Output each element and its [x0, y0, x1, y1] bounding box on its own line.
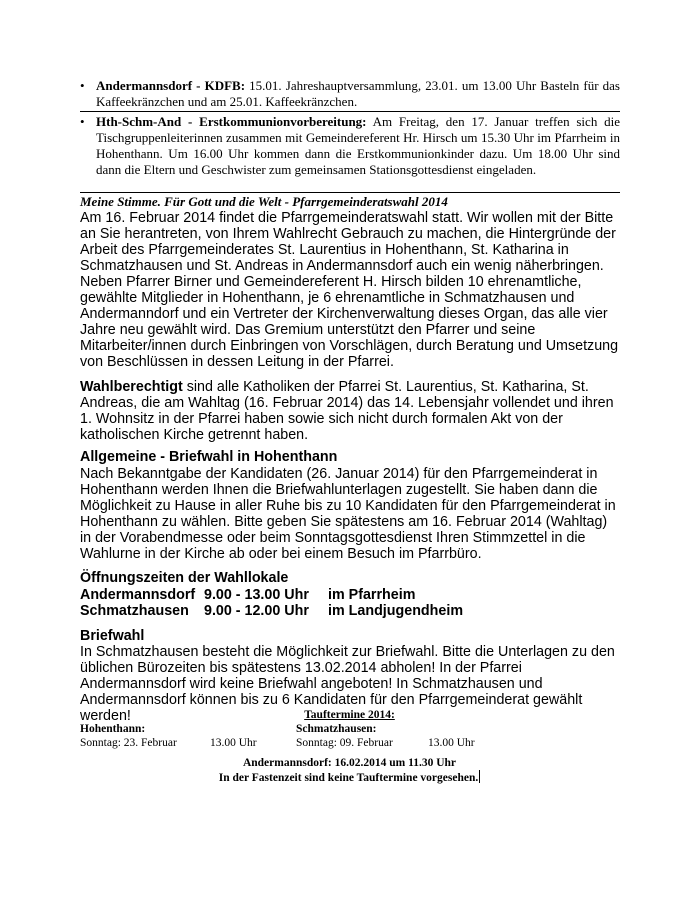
- baptism-place-schmatzhausen: Schmatzhausen:: [296, 723, 377, 735]
- section-title: Meine Stimme. Für Gott und die Welt - Pfarrgemeinderatswahl 2014: [80, 194, 448, 209]
- baptism-place-hohenthann: Hohenthann:: [80, 723, 146, 735]
- baptism-date-schmatzhausen: Sonntag: 09. Februar: [296, 737, 393, 749]
- baptism-lent-note: [0, 770, 699, 785]
- opening-hours-heading: Öffnungszeiten der Wahllokale: [80, 570, 289, 586]
- postal-hohenthann-heading: Allgemeine - Briefwahl in Hohenthann: [80, 449, 338, 465]
- intro-paragraph: Am 16. Februar 2014 findet die Pfarrgemeinderatswahl statt. Wir wollen mit der Bitte an Sie herantreten, von Ihrem Wahlrecht Gebrauch zu machen, die Hintergründe der Arbeit des Pfarrgemeinderates St. Laurentius in Hohenthann, St. Katharina in Schmatzhausen und St. Andreas in Andermannsdorf auch ein wenig näherbringen. Neben Pfarrer Birner und Gemeindereferent H. Hirsch bilden 10 ehrenamtliche, gewählte Mitglieder in Hohenthann, je 6 ehrenamtliche in Schmatzhausen und Andermanndorf und ein Vertreter der Kirchenverwaltung dieses Organ, das alle vier Jahre neu gewählt wird. Das Gremium unterstützt den Pfarrer und seine Mitarbeiter/innen durch Einbringen von Vorschlägen, durch Beratung und Umsetzung von Beschlüssen in dessen Leitung in der Pfarrei.: [80, 210, 619, 370]
- eligibility-paragraph: [80, 379, 620, 443]
- baptism-andermannsdorf: Andermannsdorf: 16.02.2014 um 11.30 Uhr: [242, 757, 457, 769]
- divider: [80, 111, 620, 112]
- bullet-lead: Hth-Schm-And - Erstkommunionvorbereitung:: [96, 114, 367, 129]
- postal-hohenthann-text: Nach Bekanntgabe der Kandidaten (26. Januar 2014) für den Pfarrgemeinderat in Hohenthann werden Ihnen die Briefwahlunterlagen zugestellt. Sie haben dann die Möglichkeit zu Hause in aller Ruhe bis zu 10 Kandidaten für den Pfarrgemeinderat in Hohenthann zu wählen. Bitte geben Sie spätestens am 16. Februar 2014 (Wahltag) in der Vorabendmesse oder beim Sonntagsgottesdienst Ihren Stimmzettel in die Wahlurne in der Kirche ab oder bei einem Besuch im Pfarrbüro.: [80, 466, 616, 562]
- bullet-item-kdfb: [80, 78, 620, 110]
- eligibility-lead: Wahlberechtigt: [80, 379, 183, 395]
- bullet-lead: Andermannsdorf - KDFB:: [96, 78, 246, 93]
- polling-location: im Landjugendheim: [328, 603, 464, 619]
- bullet-text: 15.01. Jahreshauptversammlung, 23.01. um 13.00 Uhr Basteln für das Kaffeekränzchen und am 25.01. Kaffeekränzchen.: [96, 78, 620, 109]
- baptism-date-hohenthann: Sonntag: 23. Februar: [80, 737, 177, 749]
- bullet-icon: •: [80, 114, 85, 129]
- text-cursor: [479, 770, 480, 783]
- baptism-time-hohenthann: 13.00 Uhr: [210, 737, 257, 749]
- postal-text: In Schmatzhausen besteht die Möglichkeit zur Briefwahl. Bitte die Unterlagen zu den üblichen Bürozeiten bis spätestens 13.02.2014 abholen! In der Pfarrei Andermannsdorf wird keine Briefwahl angeboten! In Schmatzhausen und Andermannsdorf können bis zu 6 Kandidaten für den Pfarrgemeinderat gewählt werden!: [80, 644, 615, 724]
- postal-heading: Briefwahl: [80, 628, 145, 644]
- polling-time: 9.00 - 12.00 Uhr: [204, 603, 309, 619]
- baptism-title: Tauftermine 2014:: [304, 709, 395, 721]
- baptism-lent-text: In der Fastenzeit sind keine Tauftermine vorgesehen.: [218, 772, 479, 784]
- baptism-time-schmatzhausen: 13.00 Uhr: [428, 737, 475, 749]
- polling-place: Andermannsdorf: [80, 587, 196, 603]
- polling-time: 9.00 - 13.00 Uhr: [204, 587, 309, 603]
- bullet-icon: •: [80, 78, 85, 93]
- divider: [80, 192, 620, 193]
- polling-location: im Pfarrheim: [328, 587, 416, 603]
- eligibility-text: sind alle Katholiken der Pfarrei St. Laurentius, St. Katharina, St. Andreas, die am Wahltag (16. Februar 2014) das 14. Lebensjahr vollendet und ihren 1. Wohnsitz in der Pfarrei haben sowie sich nicht durch formalen Akt von der katholischen Kirche getrennt haben.: [80, 379, 614, 443]
- polling-place: Schmatzhausen: [80, 603, 189, 619]
- bullet-text: Am Freitag, den 17. Januar treffen sich die Tischgruppenleiterinnen zusammen mit Gemeindereferent Hr. Hirsch um 15.30 Uhr im Pfarrheim in Hohenthann. Um 16.00 Uhr kommen dann die Erstkommunionkinder dazu. Um 18.00 Uhr sind dann die Eltern und Geschwister zum gemeinsamen Stationsgottesdienst eingeladen.: [96, 114, 621, 177]
- bullet-item-erstkommunion: [80, 114, 620, 178]
